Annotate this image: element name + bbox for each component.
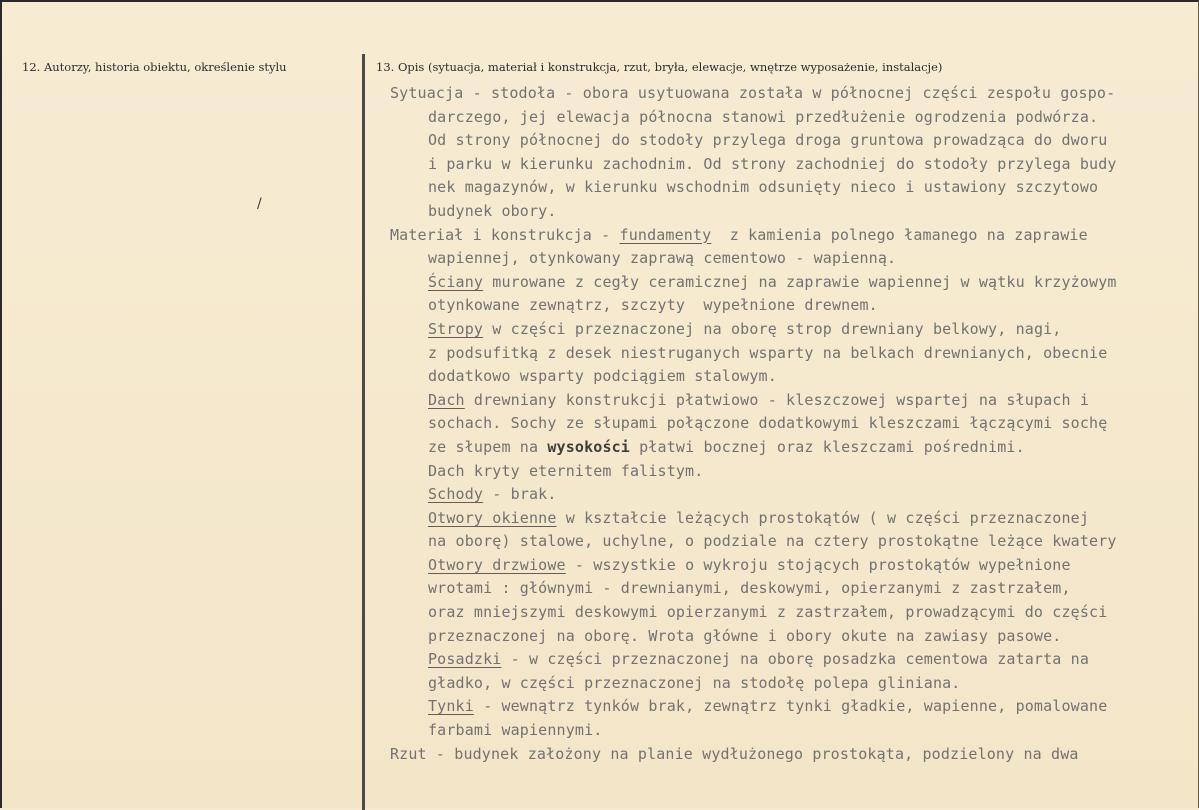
underlined-term: Dach <box>428 390 465 409</box>
text-line: darczego, jej elewacja północna stanowi przedłużenie ogrodzenia podwórza. <box>428 107 1099 126</box>
text-line: Tynki - wewnątrz tynków brak, zewnątrz tynki gładkie, wapienne, pomalowane <box>428 697 1108 716</box>
text-line: otynkowane zewnątrz, szczyty wypełnione drewnem. <box>428 296 878 315</box>
bold-term: wysokości <box>547 437 630 456</box>
text-line: budynek obory. <box>428 201 557 220</box>
section-13-header: 13. Opis (sytuacja, materiał i konstrukcja, rzut, bryła, elewacje, wnętrze wyposażenie, instalacje) <box>376 60 943 74</box>
underlined-term: fundamenty <box>619 225 712 244</box>
text-line: nek magazynów, w kierunku wschodnim odsunięty nieco i ustawiony szczytowo <box>428 178 1099 197</box>
text-line: Materiał i konstrukcja - fundamenty z kamienia polnego łamanego na zaprawie <box>390 225 1088 244</box>
text-line: Posadzki - w części przeznaczonej na oborę posadzka cementowa zatarta na <box>428 650 1090 669</box>
text-line: Dach drewniany konstrukcji płatwiowo - kleszczowej wspartej na słupach i <box>428 390 1090 409</box>
text-line: Rzut - budynek założony na planie wydłużonego prostokąta, podzielony na dwa <box>390 744 1079 763</box>
text-line: Schody - brak. <box>428 485 557 504</box>
text-line: sochach. Sochy ze słupami połączone dodatkowymi kleszczami łączącymi sochę <box>428 414 1108 433</box>
text-line: wapiennej, otynkowany zaprawą cementowo - wapienną. <box>428 249 897 268</box>
text-line: gładko, w części przeznaczonej na stodołę polepa gliniana. <box>428 673 961 692</box>
margin-mark: / <box>257 196 262 212</box>
underlined-term: Tynki <box>428 697 474 716</box>
underlined-term: Otwory okienne <box>428 508 557 527</box>
underlined-term: Otwory drzwiowe <box>428 555 566 574</box>
column-divider <box>362 54 365 810</box>
text-line: Od strony północnej do stodoły przylega droga gruntowa prowadząca do dworu <box>428 131 1108 150</box>
text-line: oraz mniejszymi deskowymi opierzanymi z zastrzałem, prowadzącymi do części <box>428 603 1108 622</box>
text-line: Dach kryty eternitem falistym. <box>428 461 704 480</box>
text-line: ze słupem na wysokości płatwi bocznej oraz kleszczami pośrednimi. <box>428 437 1025 456</box>
text-line: Stropy w części przeznaczonej na oborę strop drewniany belkowy, nagi, <box>428 319 1062 338</box>
text-line: Otwory okienne w kształcie leżących prostokątów ( w części przeznaczonej <box>428 508 1090 527</box>
description-body <box>390 82 1190 766</box>
underlined-term: Stropy <box>428 319 484 338</box>
text-line: na oborę) stalowe, uchylne, o podziale na cztery prostokątne leżące kwatery <box>428 532 1117 551</box>
text-line: Ściany murowane z cegły ceramicznej na zaprawie wapiennej w wątku krzyżowym <box>428 272 1117 291</box>
text-line: Sytuacja - stodoła - obora usytuowana została w północnej części zespołu gospo- <box>390 84 1116 102</box>
text-line: wrotami : głównymi - drewnianymi, deskowymi, opierzanymi z zastrzałem, <box>428 579 1071 598</box>
text-line: dodatkowo wsparty podciągiem stalowym. <box>428 367 777 386</box>
section-12-header: 12. Autorzy, historia obiektu, określenie stylu <box>22 60 287 74</box>
underlined-term: Ściany <box>428 272 484 291</box>
text-line: z podsufitką z desek niestruganych wsparty na belkach drewnianych, obecnie <box>428 343 1108 362</box>
text-line: Otwory drzwiowe - wszystkie o wykroju stojących prostokątów wypełnione <box>428 555 1071 574</box>
underlined-term: Schody <box>428 485 484 504</box>
underlined-term: Posadzki <box>428 650 502 669</box>
text-line: przeznaczonej na oborę. Wrota główne i obory okute na zawiasy pasowe. <box>428 626 1062 645</box>
text-line: farbami wapiennymi. <box>428 721 603 740</box>
text-line: i parku w kierunku zachodnim. Od strony zachodniej do stodoły przylega budy <box>428 154 1117 173</box>
